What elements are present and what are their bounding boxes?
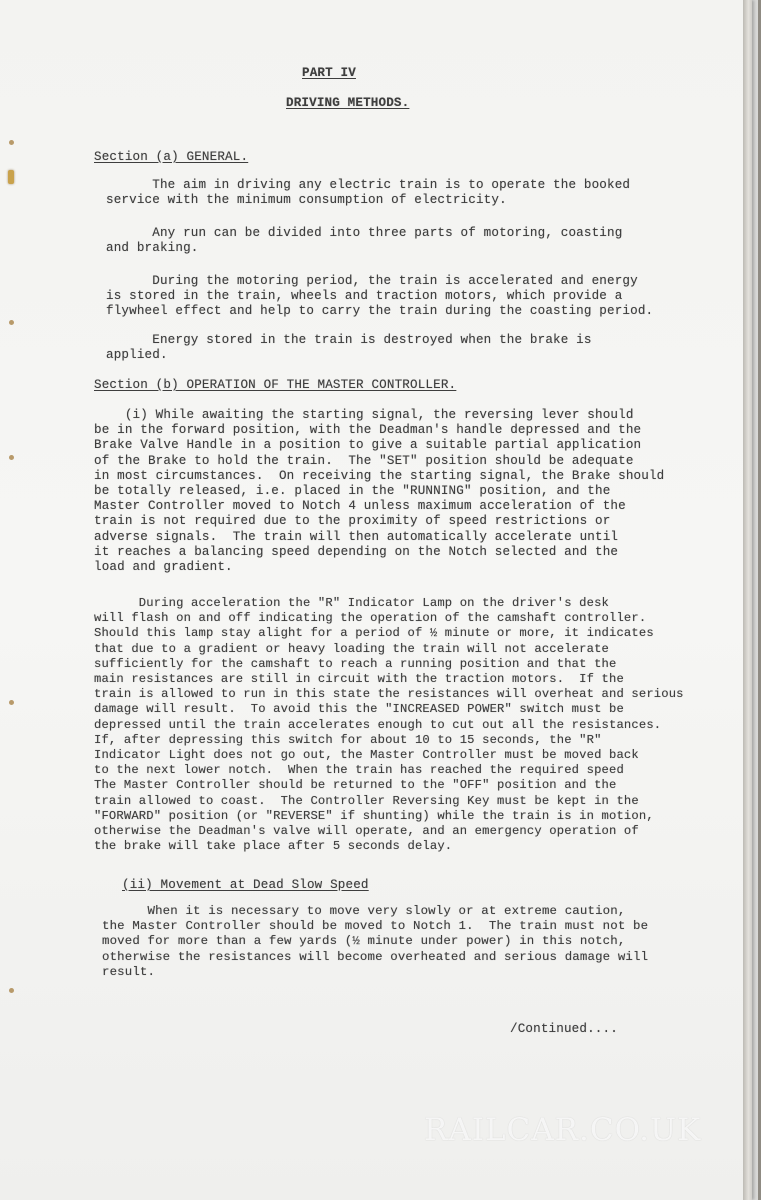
section-a-heading: Section (a) GENERAL. (94, 150, 249, 164)
punch-hole (9, 320, 14, 325)
paragraph: Any run can be divided into three parts of motoring, coasting and braking. (106, 226, 623, 256)
paragraph-ii: When it is necessary to move very slowly or at extreme caution, the Master Controller should be moved to Notch 1. The train must not be moved for more than a few yards (½ minute under power) in this notch, otherwise the resistances will become overheated and serious damage will result. (102, 904, 649, 979)
paragraph: The aim in driving any electric train is to operate the booked service with the minimum consumption of electricity. (106, 178, 631, 208)
page-edge (743, 0, 752, 1200)
punch-hole (9, 140, 14, 145)
part-title: PART IV (302, 66, 356, 80)
paragraph: During the motoring period, the train is accelerated and energy is stored in the train, wheels and traction motors, which provide a flywheel effect and help to carry the train during the coasting period. (106, 274, 654, 319)
paragraph: Energy stored in the train is destroyed when the brake is applied. (106, 333, 592, 363)
staple (8, 170, 14, 184)
punch-hole (9, 455, 14, 460)
subsection-ii-heading: (ii) Movement at Dead Slow Speed (122, 878, 369, 892)
punch-hole (9, 700, 14, 705)
continued-note: /Continued.... (510, 1022, 618, 1036)
punch-hole (9, 988, 14, 993)
part-subtitle: DRIVING METHODS. (286, 96, 410, 110)
paragraph-acceleration: During acceleration the "R" Indicator Lamp on the driver's desk will flash on and off indicating the operation of the camshaft controller. Should this lamp stay alight for a period of ½ minute or more, it indicates that due to a gradient or heavy loading the train will not accelerate sufficiently for the camshaft to reach a running position and that the main resistances are still in circuit with the traction motors. If the train is allowed to run in this state the resistances will overheat and serious damage will result. To avoid this the "INCREASED POWER" switch must be depressed until the train accelerates enough to cut out all the resistances. If, after depressing this switch for about 10 to 15 seconds, the "R" Indicator Light does not go out, the Master Controller must be moved back to the next lower notch. When the train has reached the required speed The Master Controller should be returned to the "OFF" position and the train allowed to coast. The Controller Reversing Key must be kept in the "FORWARD" position (or "REVERSE" if shunting) while the train is in motion, otherwise the Deadman's valve will operate, and an emergency operation of the brake will take place after 5 seconds delay. (94, 596, 684, 854)
section-b-heading: Section (b) OPERATION OF THE MASTER CONTROLLER. (94, 378, 457, 392)
paragraph-i: (i) While awaiting the starting signal, the reversing lever should be in the forward position, with the Deadman's handle depressed and the Brake Valve Handle in a position to give a suitable partial application of the Brake to hold the train. The "SET" position should be adequate in most circumstances. On receiving the starting signal, the Brake should be totally released, i.e. placed in the "RUNNING" position, and the Master Controller moved to Notch 4 unless maximum acceleration of the train is not required due to the proximity of speed restrictions or adverse signals. The train will then automatically accelerate until it reaches a balancing speed depending on the Notch selected and the load and gradient. (94, 408, 665, 575)
watermark: RAILCAR.CO.UK (424, 1112, 702, 1148)
